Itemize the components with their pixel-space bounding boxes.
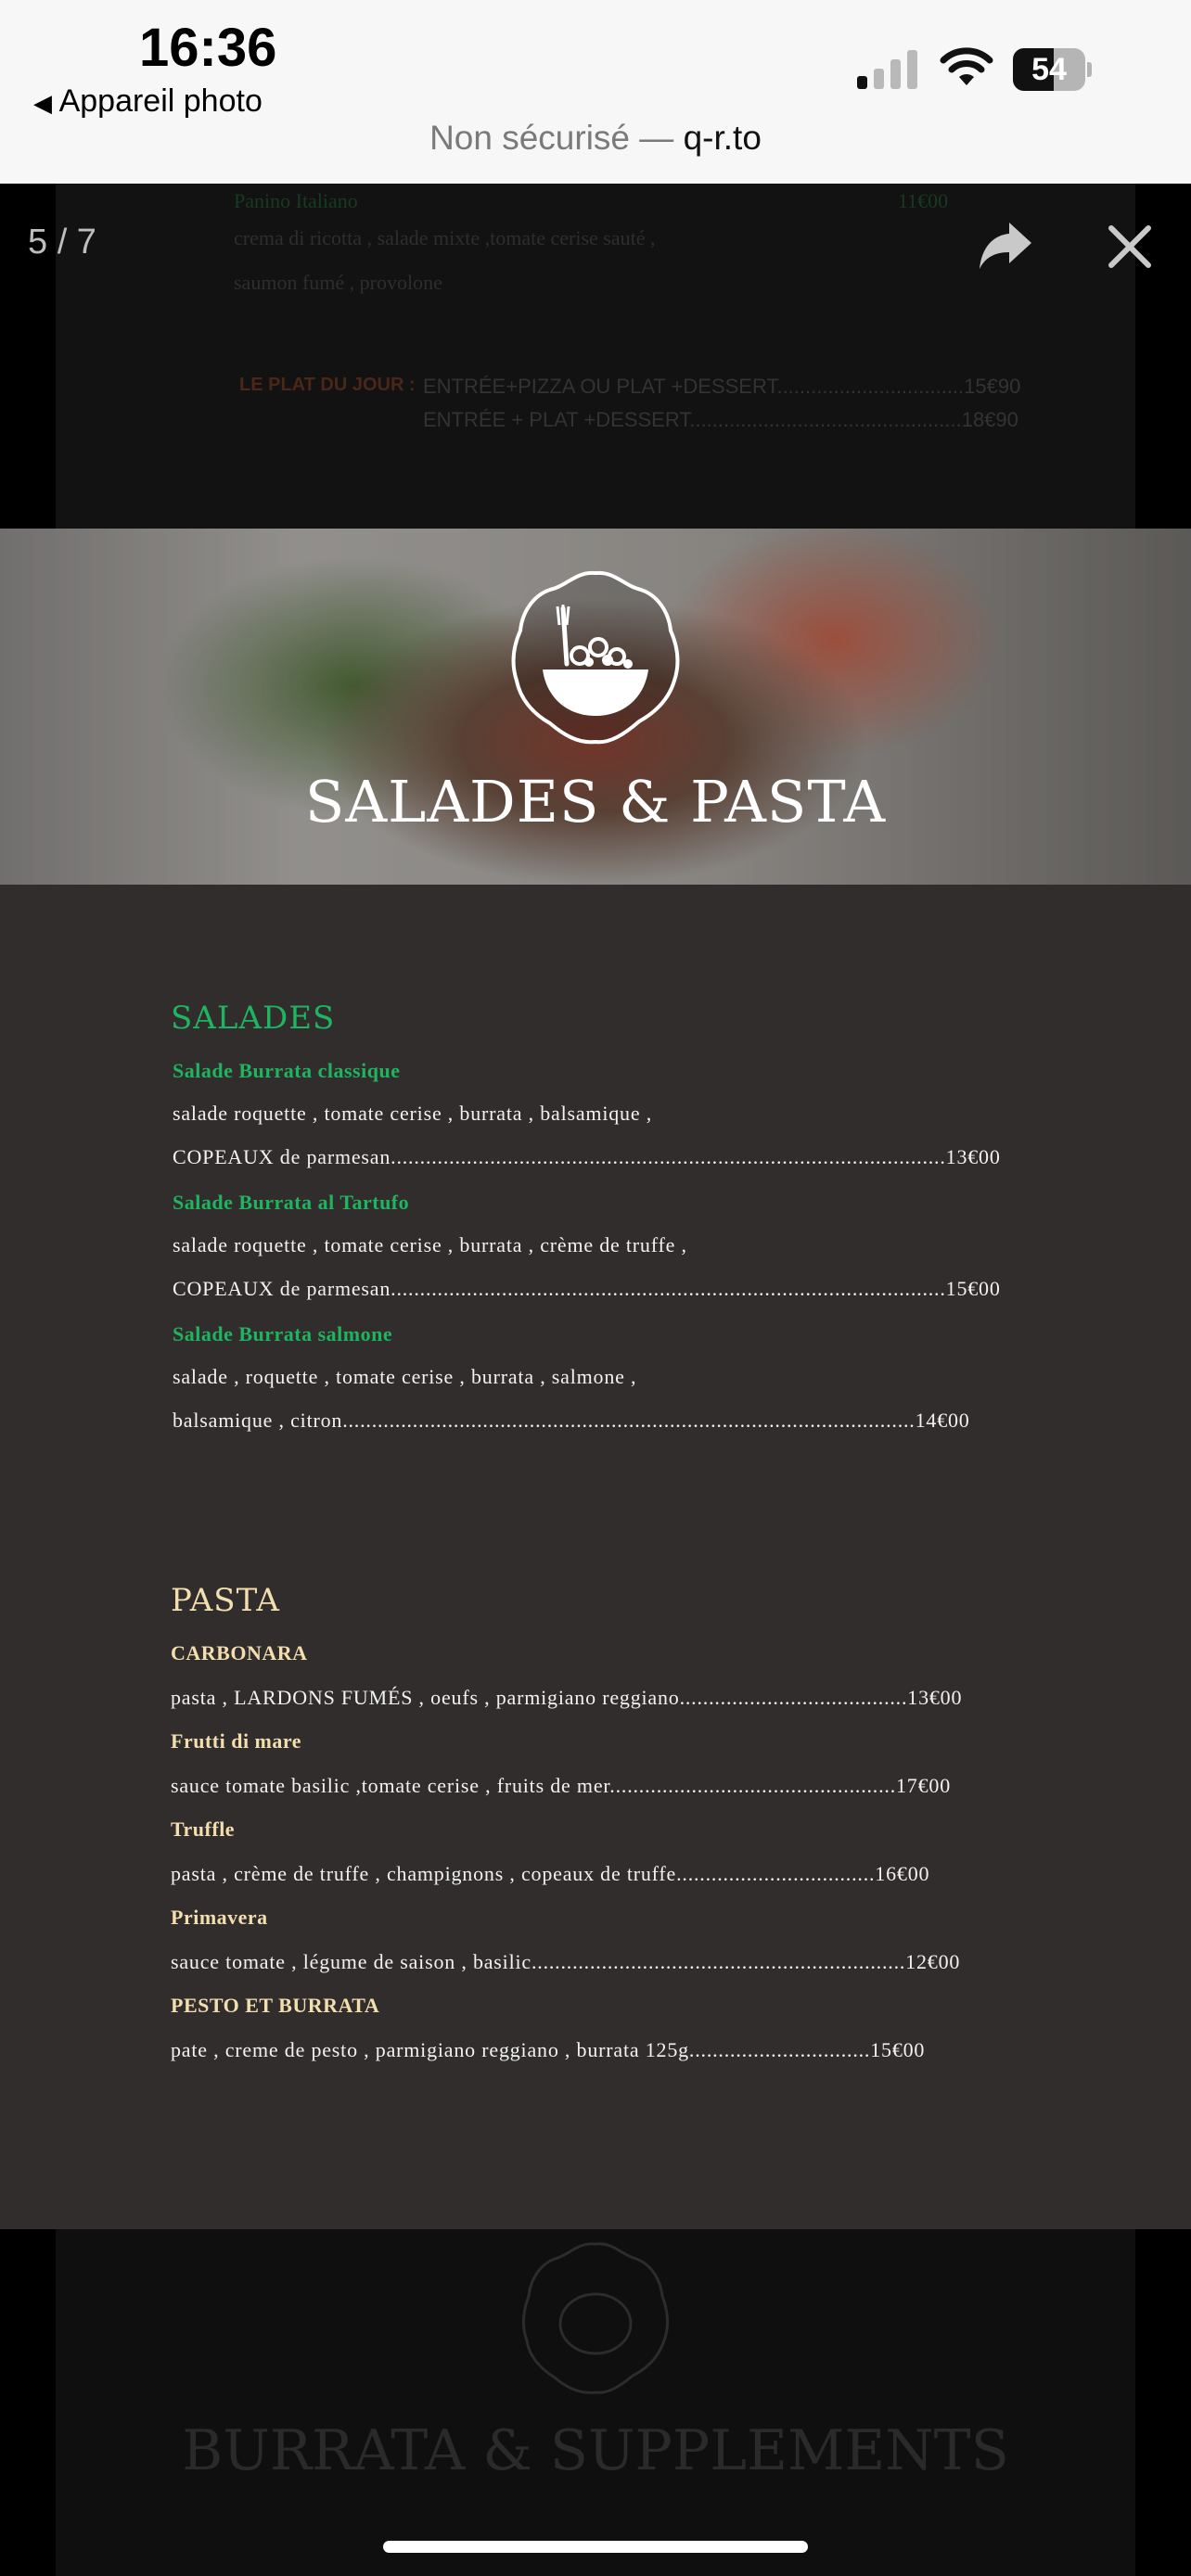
back-to-app-link[interactable] <box>33 83 263 120</box>
menu-item-desc: salade roquette , tomate cerise , burrata , crème de truffe , <box>173 1233 687 1256</box>
section-banner-title: SALADES & PASTA <box>304 768 887 835</box>
status-time: 16:36 <box>139 18 277 78</box>
close-icon[interactable] <box>1104 221 1156 273</box>
menu-item-desc: salade roquette , tomate cerise , burrata , balsamique , <box>173 1102 652 1125</box>
salades-heading: SALADES <box>171 1000 336 1037</box>
next-menu-page[interactable] <box>56 2229 1135 2576</box>
menu-item-name: Primavera <box>171 1906 268 1929</box>
menu-item-price-line: COPEAUX de parmesan...............................................................................................15€00 <box>173 1277 1001 1300</box>
plat-du-jour-line-1: ENTRÉE+PIZZA OU PLAT +DESSERT.................................15€90 <box>423 375 1021 398</box>
previous-menu-page[interactable] <box>56 184 1135 529</box>
menu-item-name: PESTO ET BURRATA <box>171 1994 380 2017</box>
url-bar[interactable] <box>0 119 1191 158</box>
menu-item-price-line: pate , creme de pesto , parmigiano reggiano , burrata 125g...............................15€00 <box>171 2038 926 2061</box>
prev-item-price: 11€00 <box>898 189 949 212</box>
menu-page-salades-pasta[interactable] <box>0 529 1191 2229</box>
salad-bowl-emblem <box>506 567 685 747</box>
wifi-icon <box>939 45 994 89</box>
plat-du-jour-label: LE PLAT DU JOUR : <box>239 375 416 395</box>
menu-item-name: Truffle <box>171 1817 236 1841</box>
menu-item-price-line: sauce tomate basilic ,tomate cerise , fruits de mer.................................................17€00 <box>171 1774 952 1797</box>
menu-item-price-line: COPEAUX de parmesan...............................................................................................13€00 <box>173 1145 1001 1168</box>
browser-top-bar <box>0 0 1191 184</box>
cellular-signal-icon <box>855 48 920 91</box>
menu-item-price-line: pasta , crème de truffe , champignons , copeaux de truffe..................................16€00 <box>171 1862 930 1885</box>
battery-level: 54 <box>1031 52 1067 87</box>
prev-item-name: Panino Italiano <box>234 189 358 212</box>
menu-item-name: CARBONARA <box>171 1641 308 1664</box>
page-counter: 5 / 7 <box>28 223 96 261</box>
menu-item-name: Salade Burrata classique <box>173 1059 401 1082</box>
menu-item-name: Salade Burrata salmone <box>173 1322 393 1345</box>
menu-item-price-line: pasta , LARDONS FUMÉS , oeufs , parmigiano reggiano.......................................13€00 <box>171 1686 963 1709</box>
menu-item-price-line: balsamique , citron..................................................................................................14€00 <box>173 1409 970 1432</box>
menu-item-price-line: sauce tomate , légume de saison , basilic................................................................12€00 <box>171 1950 961 1973</box>
menu-item-name: Salade Burrata al Tartufo <box>173 1191 410 1214</box>
share-icon[interactable] <box>976 219 1035 271</box>
pasta-heading: PASTA <box>171 1582 280 1619</box>
next-page-title: BURRATA & SUPPLEMENTS <box>182 2418 1009 2483</box>
security-label: Non sécurisé — <box>429 119 684 157</box>
plat-du-jour-line-2: ENTRÉE + PLAT +DESSERT................................................18€90 <box>423 408 1018 431</box>
menu-item-desc: salade , roquette , tomate cerise , burrata , salmone , <box>173 1365 637 1388</box>
battery-indicator <box>1013 48 1093 91</box>
url-host: q-r.to <box>683 119 762 157</box>
home-indicator[interactable] <box>383 2541 808 2553</box>
banner-salad-photo <box>0 529 1191 885</box>
back-app-label: Appareil photo <box>58 83 263 119</box>
prev-item-desc-2: saumon fumé , provolone <box>234 271 442 294</box>
prev-item-desc-1: crema di ricotta , salade mixte ,tomate cerise sauté , <box>234 226 656 249</box>
menu-item-name: Frutti di mare <box>171 1729 302 1753</box>
back-triangle-icon: ◀ <box>33 89 52 117</box>
burrata-emblem <box>516 2238 675 2398</box>
